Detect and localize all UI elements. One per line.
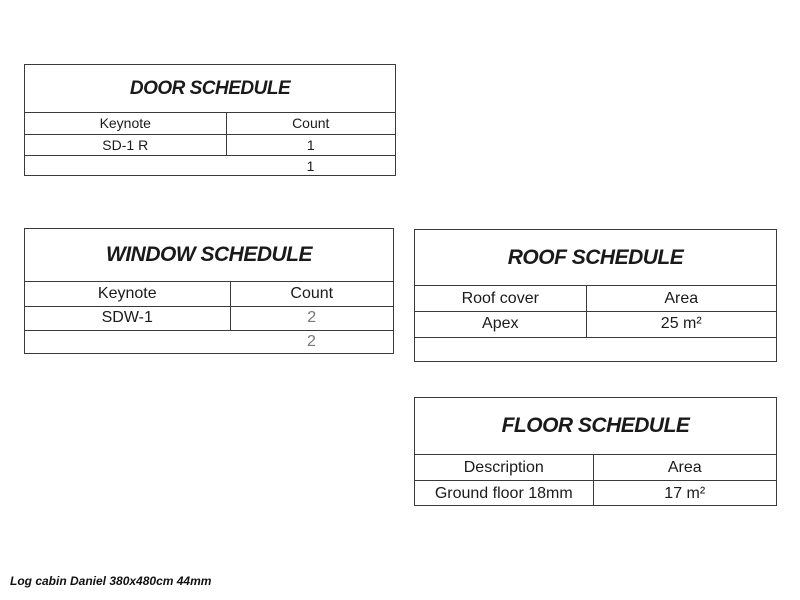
door-schedule-table: [24, 64, 396, 176]
cell-count-total: 2: [307, 333, 316, 351]
cell-description: Ground floor 18mm: [415, 481, 593, 507]
cell-keynote: [25, 155, 226, 176]
roof-schedule-grid: [415, 286, 776, 363]
door-schedule-title: DOOR SCHEDULE: [25, 65, 395, 113]
column-header-keynote: Keynote: [25, 282, 230, 306]
table-total-row: [25, 155, 395, 176]
table-row: [415, 481, 776, 507]
cell-keynote: SD-1 R: [25, 134, 226, 155]
roof-schedule-table: [414, 229, 777, 362]
table-header-row: [25, 282, 393, 306]
window-schedule-table: [24, 228, 394, 354]
floor-schedule-table: [414, 397, 777, 506]
window-schedule-title: WINDOW SCHEDULE: [25, 229, 393, 282]
table-row: [25, 306, 393, 330]
drawing-caption: Log cabin Daniel 380x480cm 44mm: [10, 574, 212, 588]
column-header-area: Area: [593, 455, 776, 481]
table-row: [25, 134, 395, 155]
table-header-row: [25, 113, 395, 134]
cell-area: 17 m²: [664, 484, 706, 502]
floor-schedule-title: FLOOR SCHEDULE: [415, 398, 776, 455]
floor-schedule-grid: [415, 455, 776, 506]
cell-count: 2: [230, 306, 393, 330]
column-header-area: Area: [586, 286, 776, 312]
cell-count: 1: [226, 134, 395, 155]
table-header-row: [415, 286, 776, 312]
cell-area: [586, 337, 776, 363]
roof-schedule-title: ROOF SCHEDULE: [415, 230, 776, 286]
cell-roof-cover: [415, 337, 586, 363]
table-total-row: [25, 330, 393, 354]
table-row: [415, 312, 776, 338]
cell-keynote: SDW-1: [25, 306, 230, 330]
cell-roof-cover: Apex: [415, 312, 586, 338]
cell-area: 25 m²: [586, 312, 776, 338]
cell-count-total: 1: [306, 157, 315, 174]
column-header-roof-cover: Roof cover: [415, 286, 586, 312]
door-schedule-grid: [25, 113, 395, 176]
window-schedule-grid: [25, 282, 393, 354]
column-header-count: Count: [230, 282, 393, 306]
cell-keynote: [25, 330, 230, 354]
table-total-row: [415, 337, 776, 363]
column-header-description: Description: [415, 455, 593, 481]
column-header-count: Count: [226, 113, 395, 134]
table-header-row: [415, 455, 776, 481]
column-header-keynote: Keynote: [25, 113, 226, 134]
